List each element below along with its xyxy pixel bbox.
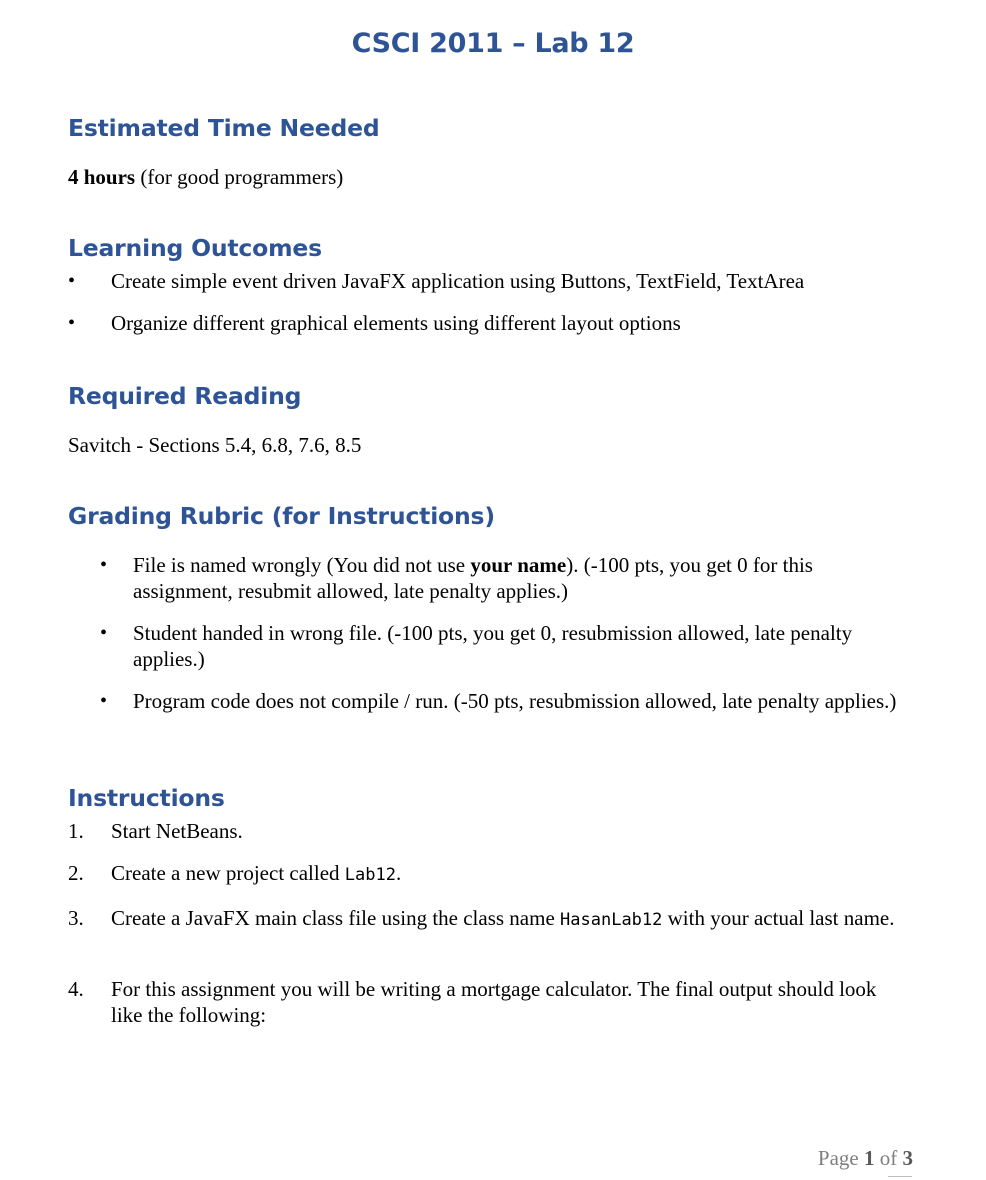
bullet-icon: • — [68, 270, 76, 292]
list-number: 2. — [68, 861, 84, 885]
instruction-text: Start NetBeans. — [111, 819, 243, 843]
rubric-item-text-part: File is named wrongly (You did not use — [133, 553, 471, 577]
list-number: 4. — [68, 977, 84, 1001]
code-snippet: Lab12 — [344, 865, 396, 885]
page-title: CSCI 2011 – Lab 12 — [351, 28, 635, 59]
learning-outcomes-heading: Learning Outcomes — [68, 234, 322, 262]
list-number: 1. — [68, 819, 84, 843]
estimated-time-text — [68, 164, 343, 190]
instruction-text — [111, 904, 901, 934]
instruction-text-part: Create a new project called — [111, 861, 345, 885]
bullet-icon: • — [100, 690, 108, 712]
learning-outcome-text: Organize different graphical elements using different layout options — [111, 311, 681, 335]
rubric-item-text: Student handed in wrong file. (-100 pts, you get 0, resubmission allowed, late penalty applies.) — [133, 621, 853, 671]
page-number — [818, 1146, 913, 1171]
instruction-text: For this assignment you will be writing a mortgage calculator. The final output should look like the following: — [111, 977, 877, 1027]
estimated-time-hours: 4 hours — [68, 165, 136, 189]
rubric-emphasis: your name — [470, 553, 567, 577]
total-pages: 3 — [902, 1146, 913, 1170]
bullet-icon: • — [100, 554, 108, 576]
grading-rubric-heading: Grading Rubric (for Instructions) — [68, 502, 495, 530]
required-reading-text: Savitch - Sections 5.4, 6.8, 7.6, 8.5 — [68, 433, 362, 457]
estimated-time-heading: Estimated Time Needed — [68, 114, 380, 142]
instructions-heading: Instructions — [68, 784, 225, 812]
instruction-text-part: . — [395, 861, 402, 885]
page-label: Page — [817, 1146, 864, 1170]
rubric-item-text-part: ). (-100 pts, you get 0 for this assignment, resubmit allowed, late penalty applies.) — [133, 553, 813, 603]
code-snippet: HasanLab12 — [560, 910, 663, 930]
rubric-item-text — [133, 552, 903, 604]
bullet-icon: • — [100, 622, 108, 644]
bullet-icon: • — [68, 312, 76, 334]
page-of-label: of — [874, 1146, 903, 1170]
instruction-text — [111, 860, 911, 888]
instruction-text-part: Create a JavaFX main class file using the class name — [111, 906, 561, 930]
learning-outcome-text: Create simple event driven JavaFX application using Buttons, TextField, TextArea — [111, 269, 805, 293]
current-page: 1 — [864, 1146, 875, 1170]
instruction-text-part: with your actual last name. — [662, 906, 895, 930]
rubric-item-text: Program code does not compile / run. (-50 pts, resubmission allowed, late penalty applies.) — [133, 689, 897, 713]
list-number: 3. — [68, 906, 84, 930]
footer-divider — [888, 1176, 912, 1177]
estimated-time-note: (for good programmers) — [135, 165, 344, 189]
required-reading-heading: Required Reading — [68, 382, 302, 410]
